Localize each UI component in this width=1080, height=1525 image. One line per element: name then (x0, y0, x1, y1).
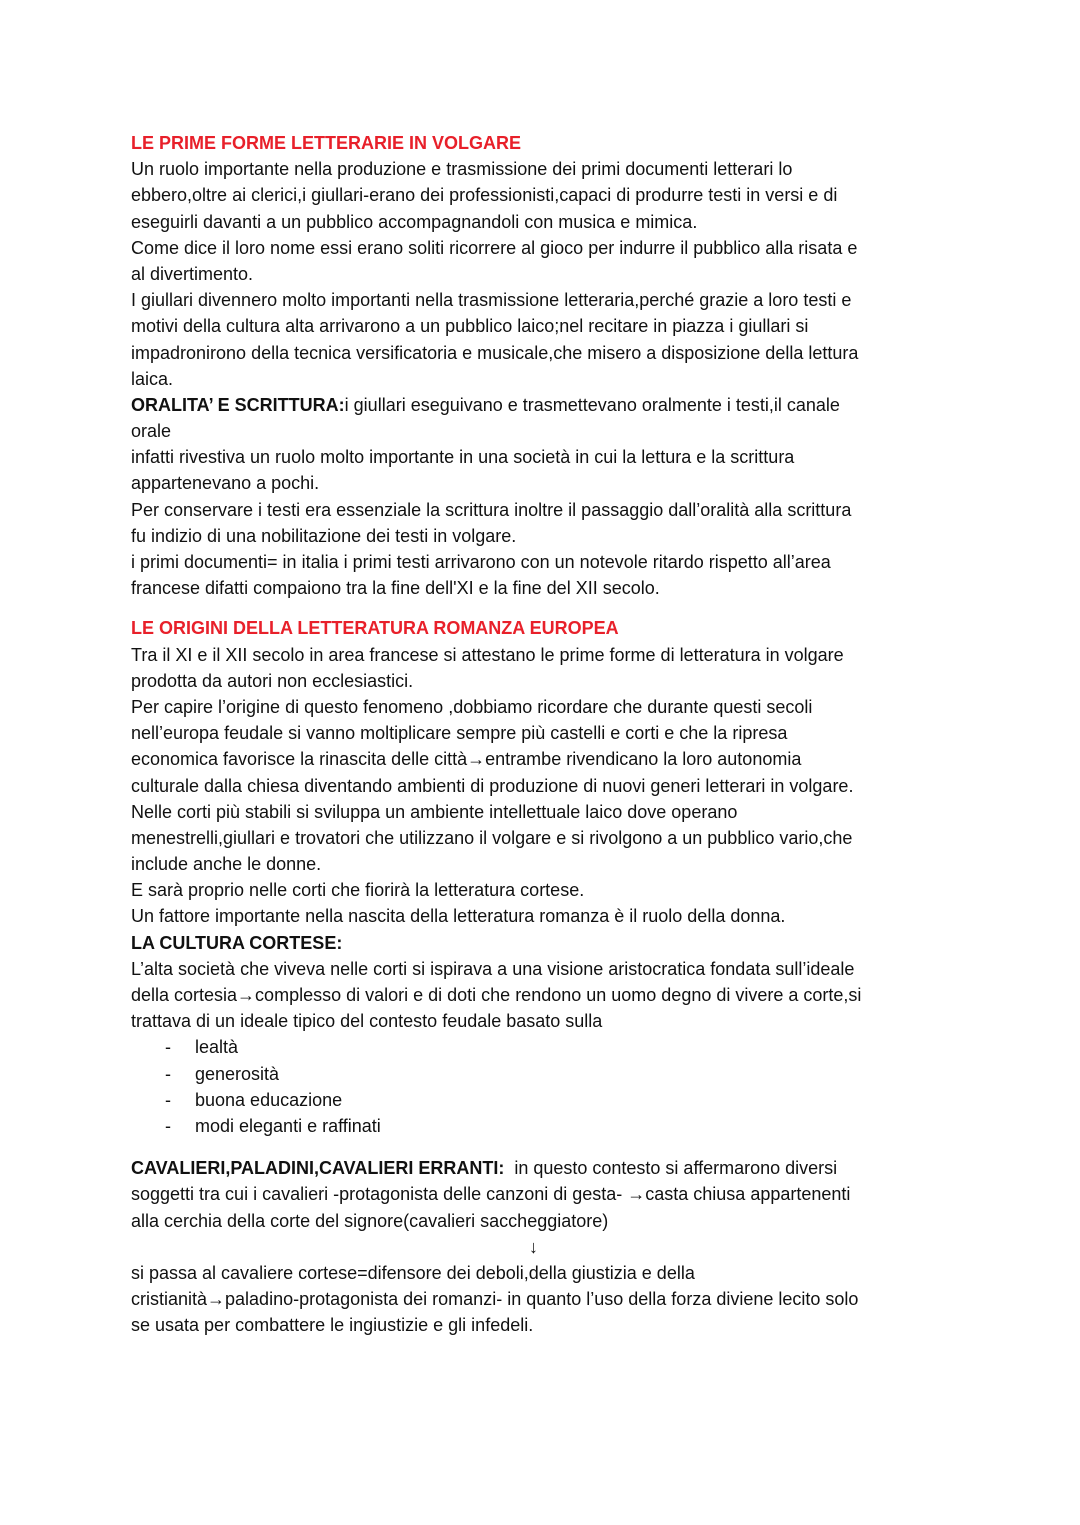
text-line: culturale dalla chiesa diventando ambienti di produzione di nuovi generi letterari in volgare. (131, 775, 854, 796)
text-line: se usata per combattere le ingiustizie e gli infedeli. (131, 1315, 534, 1336)
list-item (131, 1061, 961, 1087)
list-item (131, 1087, 961, 1113)
text-line: menestrelli,giullari e trovatori che utilizzano il volgare e si rivolgono a un pubblico vario,che (131, 827, 853, 848)
text-line: soggetti tra cui i cavalieri -protagonista delle canzoni di gesta- →casta chiusa appartenenti (131, 1184, 851, 1205)
cavalieri-paragraph-start (131, 1155, 961, 1181)
text-span: i giullari eseguivano e trasmettevano oralmente i testi,il canale (344, 394, 840, 415)
text-line: L’alta società che viveva nelle corti si ispirava a una visione aristocratica fondata sull’ideale (131, 958, 855, 979)
list-item-text: buona educazione (195, 1089, 343, 1110)
text-line: include anche le donne. (131, 854, 322, 875)
text-line: appartenevano a pochi. (131, 473, 320, 494)
text-line: al divertimento. (131, 263, 254, 284)
text-line: orale (131, 421, 172, 442)
list-item-text: lealtà (195, 1037, 239, 1058)
bullet-dash: - (165, 1089, 171, 1110)
orality-paragraph-start (131, 392, 961, 418)
text-line: motivi della cultura alta arrivarono a un pubblico laico;nel recitare in piazza i giullari si (131, 316, 809, 337)
section-gap (131, 601, 961, 615)
text-line: Nelle corti più stabili si sviluppa un ambiente intellettuale laico dove operano (131, 801, 738, 822)
text-line: E sarà proprio nelle corti che fiorirà la letteratura cortese. (131, 880, 585, 901)
heading-origini-letteratura: LE ORIGINI DELLA LETTERATURA ROMANZA EUROPEA (131, 618, 619, 639)
text-line: Un ruolo importante nella produzione e trasmissione dei primi documenti letterari lo (131, 159, 793, 180)
text-line: francese difatti compaiono tra la fine dell'XI e la fine del XII secolo. (131, 578, 660, 599)
bullet-dash: - (165, 1063, 171, 1084)
text-line: Tra il XI e il XII secolo in area francese si attestano le prime forme di letteratura in volgare (131, 644, 844, 665)
label-cavalieri: CAVALIERI,PALADINI,CAVALIERI ERRANTI: (131, 1158, 505, 1179)
text-line: cristianità→paladino-protagonista dei romanzi- in quanto l’uso della forza diviene lecito solo (131, 1289, 859, 1310)
text-line: Per capire l’origine di questo fenomeno ,dobbiamo ricordare che durante questi secoli (131, 696, 813, 717)
label-oralita-scrittura: ORALITA’ E SCRITTURA: (131, 394, 345, 415)
text-line: I giullari divennero molto importanti nella trasmissione letteraria,perché grazie a loro testi e (131, 290, 852, 311)
text-line: trattava di un ideale tipico del contesto feudale basato sulla (131, 1011, 603, 1032)
document-page (131, 130, 961, 1338)
text-line: Per conservare i testi era essenziale la scrittura inoltre il passaggio dall’oralità alla scrittura (131, 499, 852, 520)
text-line: i primi documenti= in italia i primi testi arrivarono con un notevole ritardo rispetto all’area (131, 552, 831, 572)
text-line: della cortesia→complesso di valori e di doti che rendono un uomo degno di vivere a corte,si (131, 985, 862, 1005)
text-line: nell’europa feudale si vanno moltiplicare sempre più castelli e corti e che la ripresa (131, 723, 788, 744)
text-line: ebbero,oltre ai clerici,i giullari-erano dei professionisti,capaci di produrre testi in versi e di (131, 185, 838, 206)
list-item-text: modi eleganti e raffinati (195, 1115, 381, 1136)
heading-prime-forme: LE PRIME FORME LETTERARIE IN VOLGARE (131, 133, 522, 153)
text-line: fu indizio di una nobilitazione dei testi in volgare. (131, 525, 517, 546)
bullet-dash: - (165, 1037, 171, 1058)
label-cultura-cortese: LA CULTURA CORTESE: (131, 932, 343, 953)
list-item (131, 1113, 961, 1139)
section-gap (131, 1139, 961, 1155)
text-line: Un fattore importante nella nascita della letteratura romanza è il ruolo della donna. (131, 906, 786, 927)
list-item-text: generosità (195, 1063, 280, 1084)
list-item (131, 1034, 961, 1060)
text-line: alla cerchia della corte del signore(cavalieri saccheggiatore) (131, 1210, 609, 1231)
text-line: eseguirli davanti a un pubblico accompagnandoli con musica e mimica. (131, 211, 698, 232)
text-line: Come dice il loro nome essi erano soliti ricorrere al gioco per indurre il pubblico alla risata e (131, 237, 858, 258)
text-line: infatti rivestiva un ruolo molto importante in una società in cui la lettura e la scrittura (131, 447, 795, 468)
text-line: impadronirono della tecnica versificatoria e musicale,che misero a disposizione della lettura (131, 342, 859, 363)
text-line: economica favorisce la rinascita delle città→entrambe rivendicano la loro autonomia (131, 749, 802, 770)
courtly-values-list (131, 1034, 961, 1139)
down-arrow-icon: ↓ (529, 1236, 538, 1257)
text-line: prodotta da autori non ecclesiastici. (131, 670, 414, 691)
text-line: laica. (131, 368, 174, 389)
bullet-dash: - (165, 1115, 171, 1136)
text-line: si passa al cavaliere cortese=difensore dei deboli,della giustizia e della (131, 1262, 695, 1283)
text-span: in questo contesto si affermarono diversi (504, 1158, 838, 1179)
